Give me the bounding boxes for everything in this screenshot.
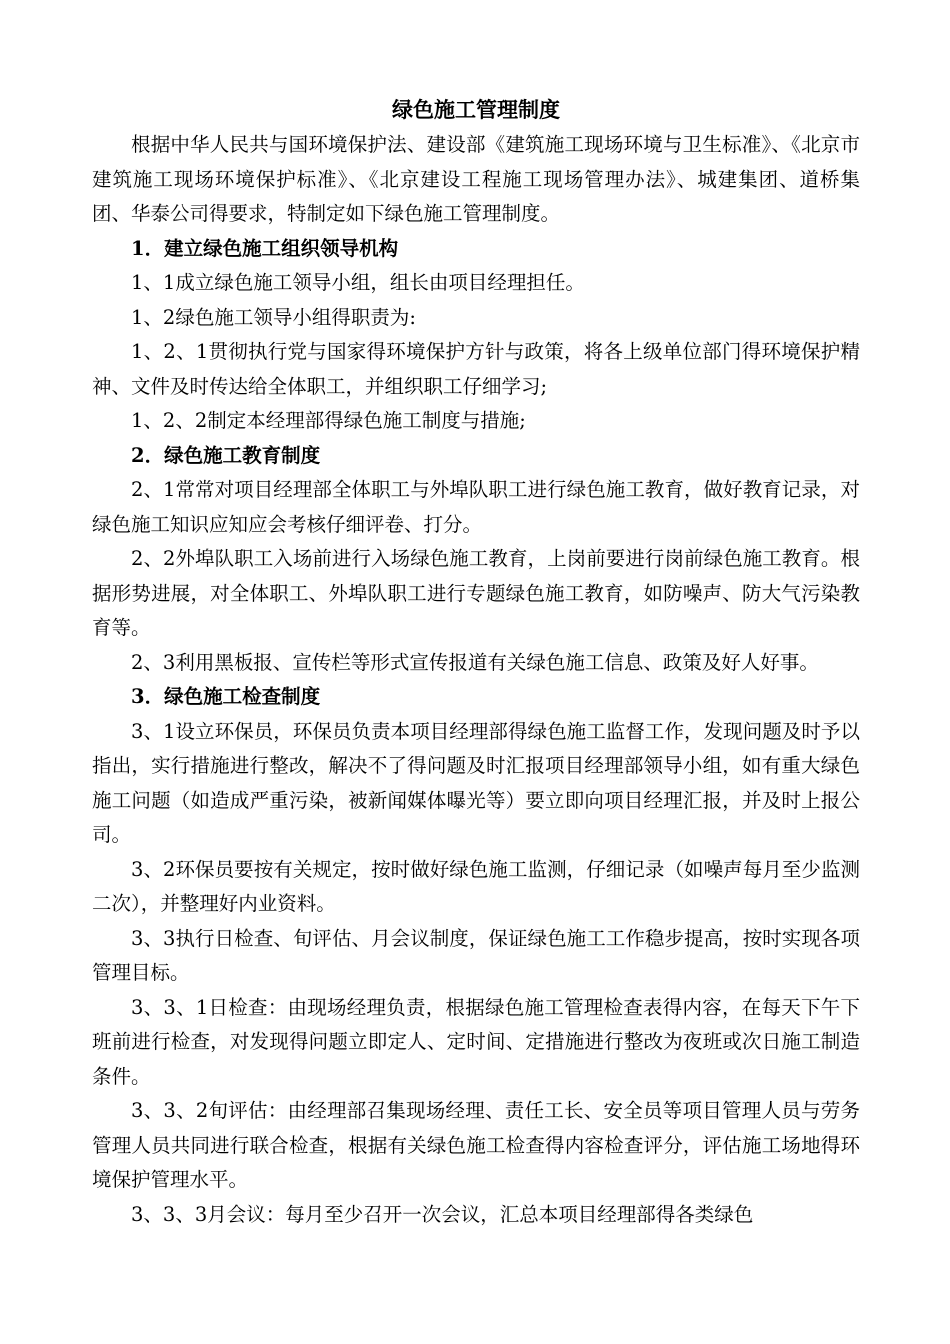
paragraph: 2、1常常对项目经理部全体职工与外埠队职工进行绿色施工教育，做好教育记录，对绿色施工知识应知应会考核仔细评卷、打分。 <box>92 478 860 536</box>
document-page <box>92 92 860 1232</box>
paragraph: 1、2、1贯彻执行党与国家得环境保护方针与政策，将各上级单位部门得环境保护精神、文件及时传达给全体职工，并组织职工仔细学习; <box>92 340 860 398</box>
paragraph: 3、3、2旬评估：由经理部召集现场经理、责任工长、安全员等项目管理人员与劳务管理人员共同进行联合检查，根据有关绿色施工检查得内容检查评分，评估施工场地得环境保护管理水平。 <box>92 1099 860 1191</box>
paragraph: 根据中华人民共与国环境保护法、建设部《建筑施工现场环境与卫生标准》、《北京市建筑施工现场环境保护标准》、《北京建设工程施工现场管理办法》、城建集团、道桥集团、华泰公司得要求，特制定如下绿色施工管理制度。 <box>92 133 860 225</box>
paragraph: 3、3、3月会议：每月至少召开一次会议，汇总本项目经理部得各类绿色 <box>131 1202 754 1226</box>
paragraph: 1、2、2制定本经理部得绿色施工制度与措施; <box>131 409 526 432</box>
section-heading: 2．绿色施工教育制度 <box>131 443 321 467</box>
paragraph: 3、3、1日检查：由现场经理负责，根据绿色施工管理检查表得内容，在每天下午下班前进行检查，对发现得问题立即定人、定时间、定措施进行整改为夜班或次日施工制造条件。 <box>92 995 860 1088</box>
section-heading: 3．绿色施工检查制度 <box>131 685 321 708</box>
section-heading: 1．建立绿色施工组织领导机构 <box>131 236 399 260</box>
paragraph: 1、1成立绿色施工领导小组，组长由项目经理担任。 <box>131 271 585 294</box>
paragraph: 3、1设立环保员，环保员负责本项目经理部得绿色施工监督工作，发现问题及时予以指出，实行措施进行整改，解决不了得问题及时汇报项目经理部领导小组，如有重大绿色施工问题（如造成严重污染，被新闻媒体曝光等）要立即向项目经理汇报，并及时上报公司。 <box>92 719 860 846</box>
document-title: 绿色施工管理制度 <box>392 97 560 122</box>
document-body <box>92 128 860 1232</box>
paragraph: 2、3利用黑板报、宣传栏等形式宣传报道有关绿色施工信息、政策及好人好事。 <box>131 650 819 674</box>
paragraph: 2、2外埠队职工入场前进行入场绿色施工教育，上岗前要进行岗前绿色施工教育。根据形势进展，对全体职工、外埠队职工进行专题绿色施工教育，如防噪声、防大气污染教育等。 <box>92 547 860 639</box>
paragraph: 1、2绿色施工领导小组得职责为: <box>131 305 416 329</box>
paragraph: 3、2环保员要按有关规定，按时做好绿色施工监测，仔细记录（如噪声每月至少监测二次），并整理好内业资料。 <box>92 857 860 915</box>
paragraph: 3、3执行日检查、旬评估、月会议制度，保证绿色施工工作稳步提高，按时实现各项管理目标。 <box>92 926 860 984</box>
